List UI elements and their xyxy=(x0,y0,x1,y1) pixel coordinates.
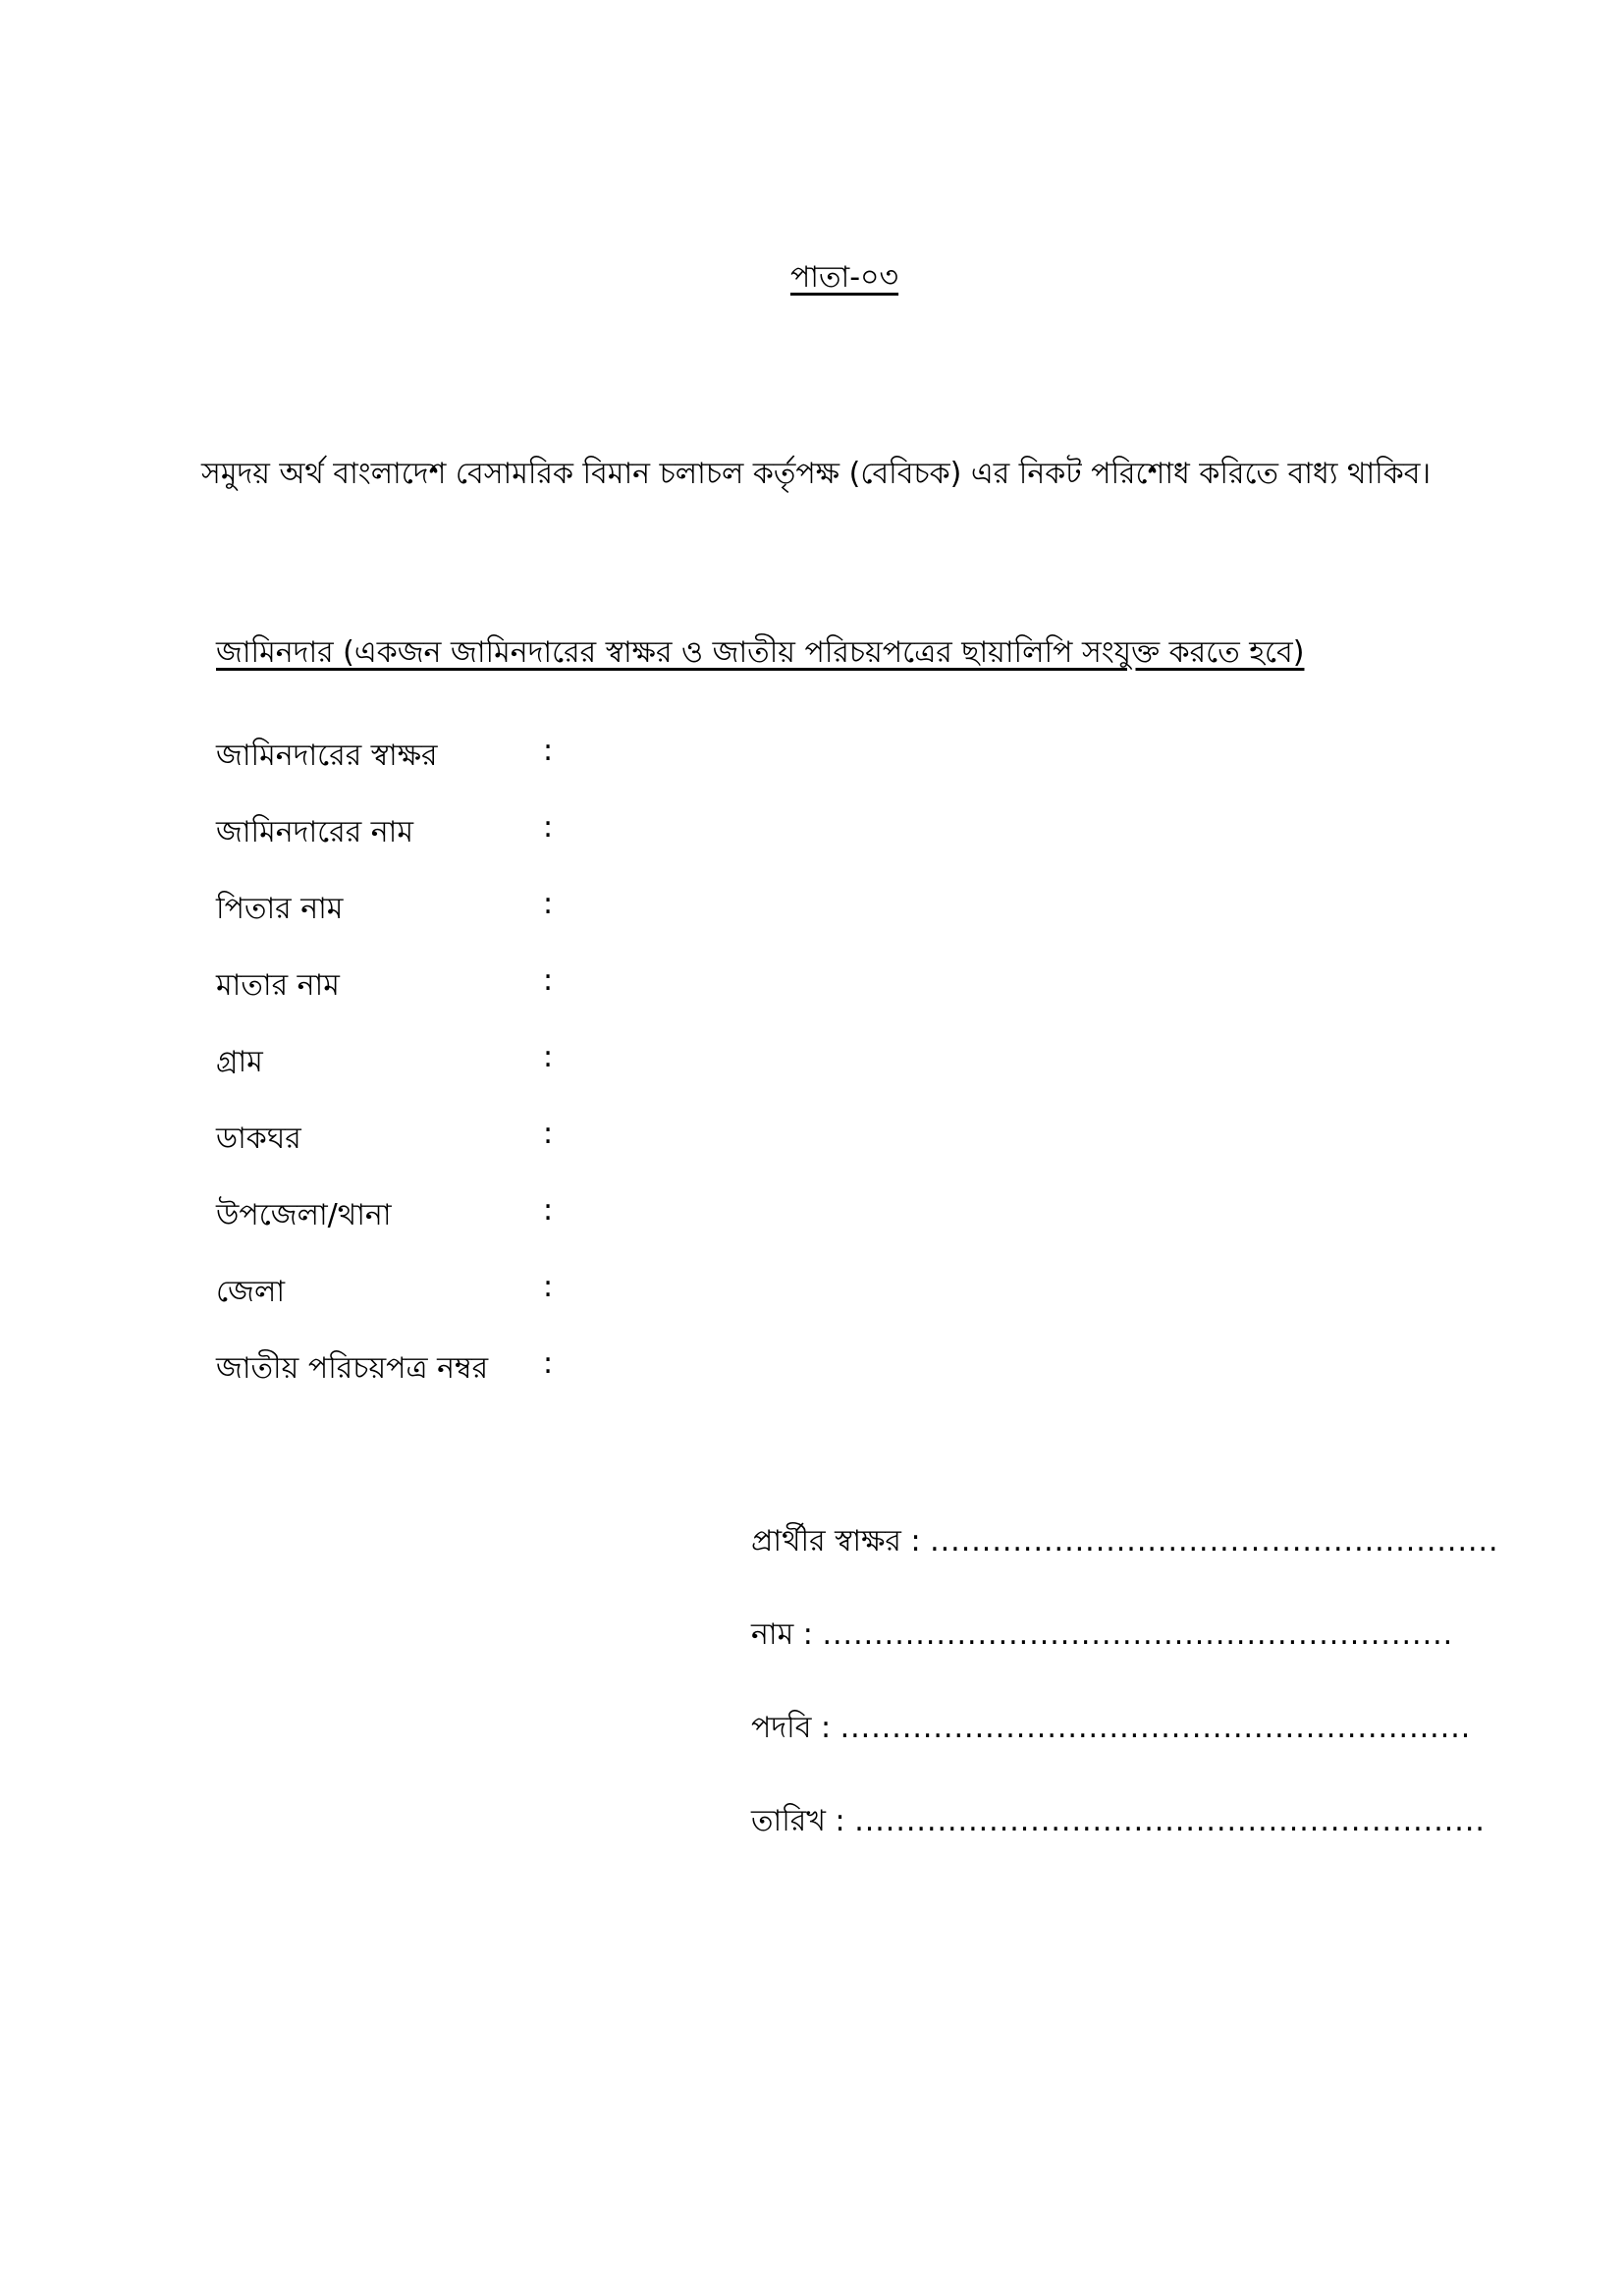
page-number: পাতা-০৩ xyxy=(789,260,899,295)
applicant-date-line: ............................................................. xyxy=(854,1804,1486,1838)
field-colon: : xyxy=(543,1270,554,1304)
field-upazila-thana xyxy=(216,1191,805,1268)
field-guarantor-signature xyxy=(216,732,805,808)
field-colon: : xyxy=(543,810,554,845)
field-father-name xyxy=(216,885,805,961)
statement-text: সমুদয় অর্থ বাংলাদেশ বেসামরিক বিমান চলাচল কর্তৃপক্ষ (বেবিচক) এর নিকট পরিশোধ করিতে বাধ্য থাকিব। xyxy=(201,457,1432,491)
applicant-name-line: ............................................................. xyxy=(822,1617,1454,1652)
field-label: গ্রাম xyxy=(216,1045,263,1079)
applicant-date-row xyxy=(751,1797,1486,1890)
field-label: জামিনদারের নাম xyxy=(216,815,414,849)
field-label: জামিনদারের স্বাক্ষর xyxy=(216,738,438,773)
field-label: জেলা xyxy=(216,1275,286,1309)
field-mother-name xyxy=(216,961,805,1038)
applicant-signature-line: ....................................................... xyxy=(930,1524,1499,1558)
field-post-office xyxy=(216,1115,805,1191)
applicant-name-row xyxy=(751,1611,1458,1704)
guarantor-heading: জামিনদার (একজন জামিনদারের স্বাক্ষর ও জাতীয় পরিচয়পত্রের ছায়ালিপি সংযুক্ত করতে হবে) xyxy=(216,635,1305,670)
field-village xyxy=(216,1038,805,1115)
applicant-name-label: নাম : xyxy=(751,1617,813,1652)
field-guarantor-name xyxy=(216,808,805,885)
field-label: ডাকঘর xyxy=(216,1121,301,1156)
field-colon: : xyxy=(543,963,554,998)
field-label: উপজেলা/থানা xyxy=(216,1198,392,1232)
field-nid-number xyxy=(216,1344,805,1421)
field-colon: : xyxy=(543,1346,554,1381)
applicant-signature-row xyxy=(751,1517,1499,1611)
applicant-designation-row xyxy=(751,1704,1472,1797)
field-colon: : xyxy=(543,734,554,768)
guarantor-field-list xyxy=(216,732,805,1421)
field-colon: : xyxy=(543,1117,554,1151)
applicant-designation-label: পদবি : xyxy=(751,1711,832,1745)
applicant-designation-line: ............................................................. xyxy=(839,1711,1472,1745)
field-colon: : xyxy=(543,1193,554,1228)
field-colon: : xyxy=(543,887,554,921)
applicant-date-label: তারিখ : xyxy=(751,1804,845,1838)
applicant-signature-label: প্রার্থীর স্বাক্ষর : xyxy=(751,1524,921,1558)
applicant-signature-block xyxy=(751,1517,1499,1890)
field-label: পিতার নাম xyxy=(216,892,344,926)
field-district xyxy=(216,1268,805,1344)
field-label: জাতীয় পরিচয়পত্র নম্বর xyxy=(216,1351,489,1386)
field-label: মাতার নাম xyxy=(216,968,340,1003)
field-colon: : xyxy=(543,1040,554,1074)
